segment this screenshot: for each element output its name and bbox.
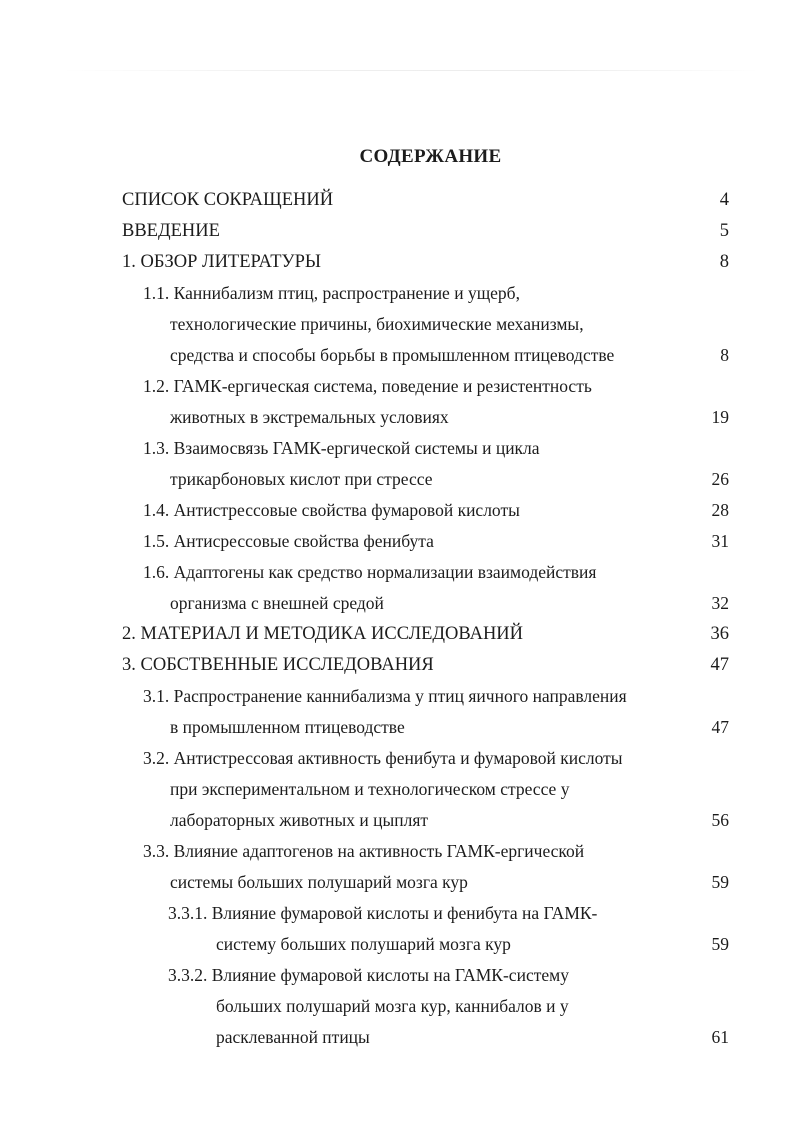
toc-entry-line: больших полушарий мозга кур, каннибалов и у [216, 996, 569, 1016]
toc-entry [0, 247, 793, 278]
toc-page-number: 47 [711, 717, 729, 737]
toc-entry [0, 371, 793, 433]
toc-entry-line: 1.2. ГАМК-ергическая система, поведение и резистентность [143, 376, 592, 396]
toc-page-number: 59 [711, 934, 729, 954]
toc-entry-line: в промышленном птицеводстве [170, 717, 405, 737]
toc-entry-line: организма с внешней средой [170, 593, 384, 613]
toc-entry [0, 185, 793, 216]
toc-page-number: 4 [719, 190, 729, 210]
toc-entry [0, 960, 793, 1053]
toc-page-number: 61 [711, 1027, 729, 1047]
toc-page-number: 47 [710, 655, 729, 675]
toc-page-number: 56 [711, 810, 729, 830]
toc-entry-line: 1. ОБЗОР ЛИТЕРАТУРЫ [122, 252, 322, 272]
toc-entry-line: при экспериментальном и технологическом стрессе у [170, 779, 570, 799]
toc-page-number: 31 [711, 531, 729, 551]
toc-entry [0, 898, 793, 960]
toc-entry-line: 3.3.1. Влияние фумаровой кислоты и фенибута на ГАМК- [168, 903, 598, 923]
toc-page-number: 8 [719, 252, 729, 272]
toc-entry-line: СПИСОК СОКРАЩЕНИЙ [122, 190, 334, 210]
toc-page-number: 5 [719, 221, 729, 241]
toc-entry-line: систему больших полушарий мозга кур [216, 934, 511, 954]
toc-entry-line: 1.6. Адаптогены как средство нормализации взаимодействия [143, 562, 597, 582]
toc-entry-line: 3.1. Распространение каннибализма у птиц яичного направления [143, 686, 627, 706]
toc-entry [0, 495, 793, 526]
page-title: СОДЕРЖАНИЕ [359, 146, 502, 167]
toc-page-number: 28 [711, 500, 729, 520]
toc-entry-line: трикарбоновых кислот при стрессе [170, 469, 433, 489]
toc-entry-line: 2. МАТЕРИАЛ И МЕТОДИКА ИССЛЕДОВАНИЙ [122, 624, 524, 644]
toc-page-number: 26 [711, 469, 729, 489]
toc-entry-line: лабораторных животных и цыплят [170, 810, 429, 830]
toc-page-number: 59 [711, 872, 729, 892]
toc-entry-line: ВВЕДЕНИЕ [122, 221, 220, 241]
toc-entry-line: технологические причины, биохимические механизмы, [170, 314, 584, 334]
table-of-contents [0, 185, 793, 1053]
toc-entry-line: 3.3. Влияние адаптогенов на активность ГАМК-ергической [143, 841, 585, 861]
toc-entry-line: системы больших полушарий мозга кур [170, 872, 468, 892]
toc-entry-line: средства и способы борьбы в промышленном птицеводстве [170, 345, 615, 365]
scan-artifact-line [60, 70, 760, 71]
toc-entry [0, 650, 793, 681]
toc-entry [0, 743, 793, 836]
toc-entry [0, 681, 793, 743]
toc-entry-line: животных в экстремальных условиях [170, 407, 449, 427]
toc-entry-line: 3. СОБСТВЕННЫЕ ИССЛЕДОВАНИЯ [122, 655, 434, 675]
toc-entry [0, 526, 793, 557]
toc-entry-line: 1.5. Антисрессовые свойства фенибута [143, 531, 434, 551]
toc-entry-line: 3.2. Антистрессовая активность фенибута и фумаровой кислоты [143, 748, 623, 768]
toc-entry-line: 1.4. Антистрессовые свойства фумаровой кислоты [143, 500, 520, 520]
toc-entry [0, 557, 793, 619]
toc-entry-line: 1.3. Взаимосвязь ГАМК-ергической системы и цикла [143, 438, 540, 458]
toc-entry-line: 1.1. Каннибализм птиц, распространение и ущерб, [143, 283, 520, 303]
toc-page-number: 36 [710, 624, 729, 644]
toc-entry-line: 3.3.2. Влияние фумаровой кислоты на ГАМК-систему [168, 965, 569, 985]
toc-page-number: 8 [720, 345, 729, 365]
toc-page-number: 32 [711, 593, 729, 613]
toc-entry-line: расклеванной птицы [216, 1027, 370, 1047]
toc-entry [0, 619, 793, 650]
toc-entry [0, 433, 793, 495]
toc-entry [0, 836, 793, 898]
toc-page-number: 19 [711, 407, 729, 427]
toc-entry [0, 216, 793, 247]
toc-entry [0, 278, 793, 371]
